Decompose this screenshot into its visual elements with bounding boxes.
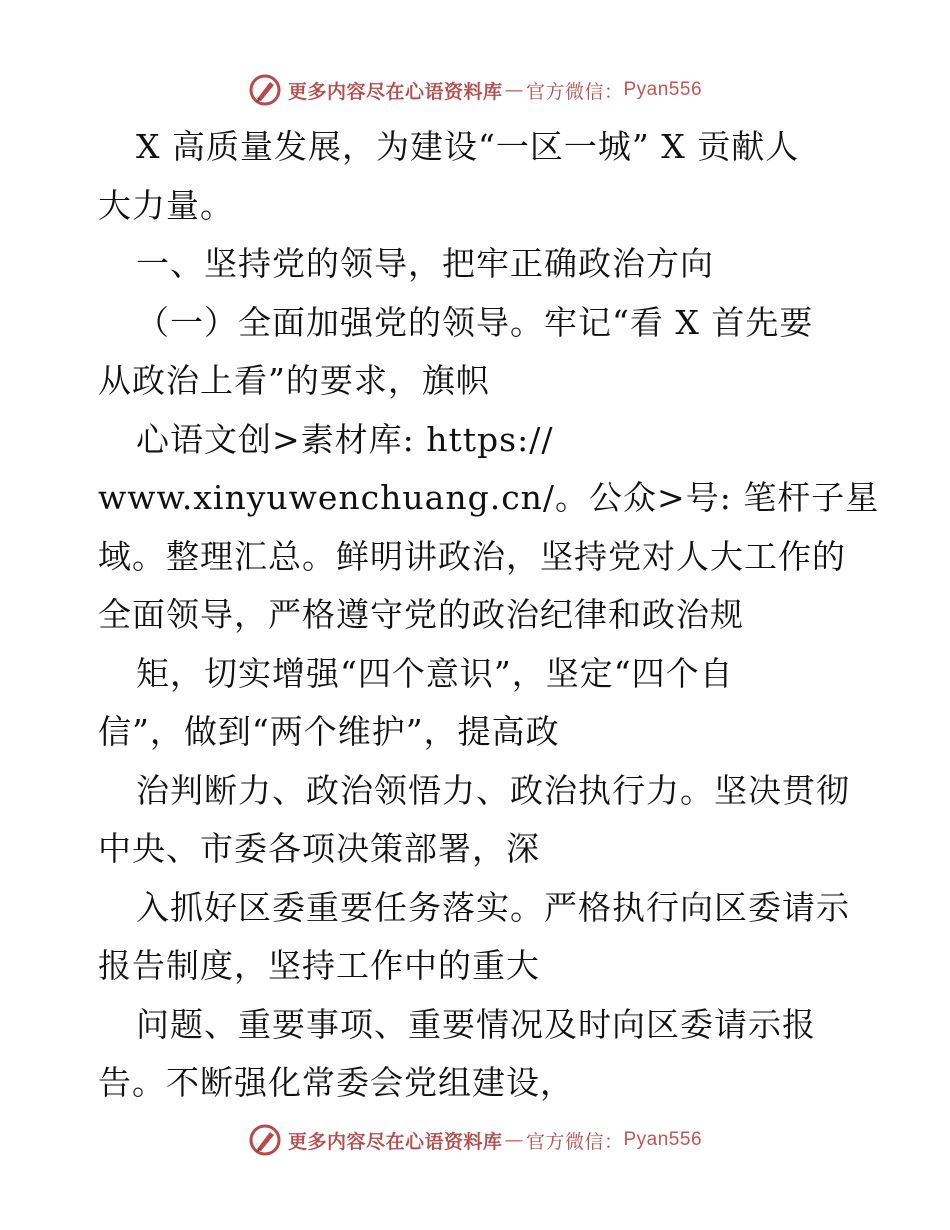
- body-line-14: 入抓好区委重要任务落实。严格执行向区委请示: [136, 887, 850, 927]
- watermark-brand: 更多内容尽在心语资料库: [287, 80, 503, 103]
- body-line-13: 中央、市委各项决策部署，深: [98, 829, 540, 868]
- body-line-17: 告。不断强化常委会党组建设，: [98, 1063, 574, 1102]
- subsection-heading: （一）全面加强党的领导。牢记“看 X 首先要: [136, 302, 814, 342]
- body-line-8: 域。整理汇总。鲜明讲政治，坚持党对人大工作的: [98, 536, 846, 576]
- body-line-15: 报告制度，坚持工作中的重大: [98, 946, 540, 985]
- body-line-9: 全面领导，严格遵守党的政治纪律和政治规: [98, 595, 744, 634]
- body-line-12: 治判断力、政治领悟力、政治执行力。坚决贯彻: [136, 770, 850, 810]
- watermark-wechat-id: Pyan556: [623, 79, 703, 100]
- footer-watermark: [0, 1120, 950, 1160]
- watermark-brand: 更多内容尽在心语资料库: [287, 1130, 503, 1153]
- header-watermark: [0, 70, 950, 110]
- watermark-label: 官方微信：: [525, 80, 624, 103]
- body-line-6: 心语文创>素材库: https://: [136, 419, 554, 459]
- body-line-16: 问题、重要事项、重要情况及时向区委请示报: [136, 1004, 816, 1044]
- watermark-separator: —: [504, 79, 524, 101]
- body-line-10: 矩，切实增强“四个意识”，坚定“四个自: [136, 653, 734, 693]
- watermark-wechat-id: Pyan556: [623, 1129, 703, 1150]
- document-body: [98, 118, 880, 1113]
- watermark-label: 官方微信：: [525, 1130, 624, 1153]
- watermark-separator: —: [504, 1129, 524, 1151]
- body-line-7: www.xinyuwenchuang.cn/。公众>号: 笔杆子星: [98, 478, 880, 517]
- body-line-11: 信”，做到“两个维护”，提高政: [98, 712, 560, 751]
- quill-pen-logo-icon: [248, 1123, 282, 1157]
- section-heading: 一、坚持党的领导，把牢正确政治方向: [136, 244, 714, 283]
- quill-pen-logo-icon: [248, 73, 282, 107]
- body-line-5: 从政治上看”的要求，旗帜: [98, 361, 490, 400]
- body-line-2: 大力量。: [98, 185, 234, 225]
- body-line-1: X 高质量发展，为建设“一区一城” X 贡献人: [136, 127, 800, 166]
